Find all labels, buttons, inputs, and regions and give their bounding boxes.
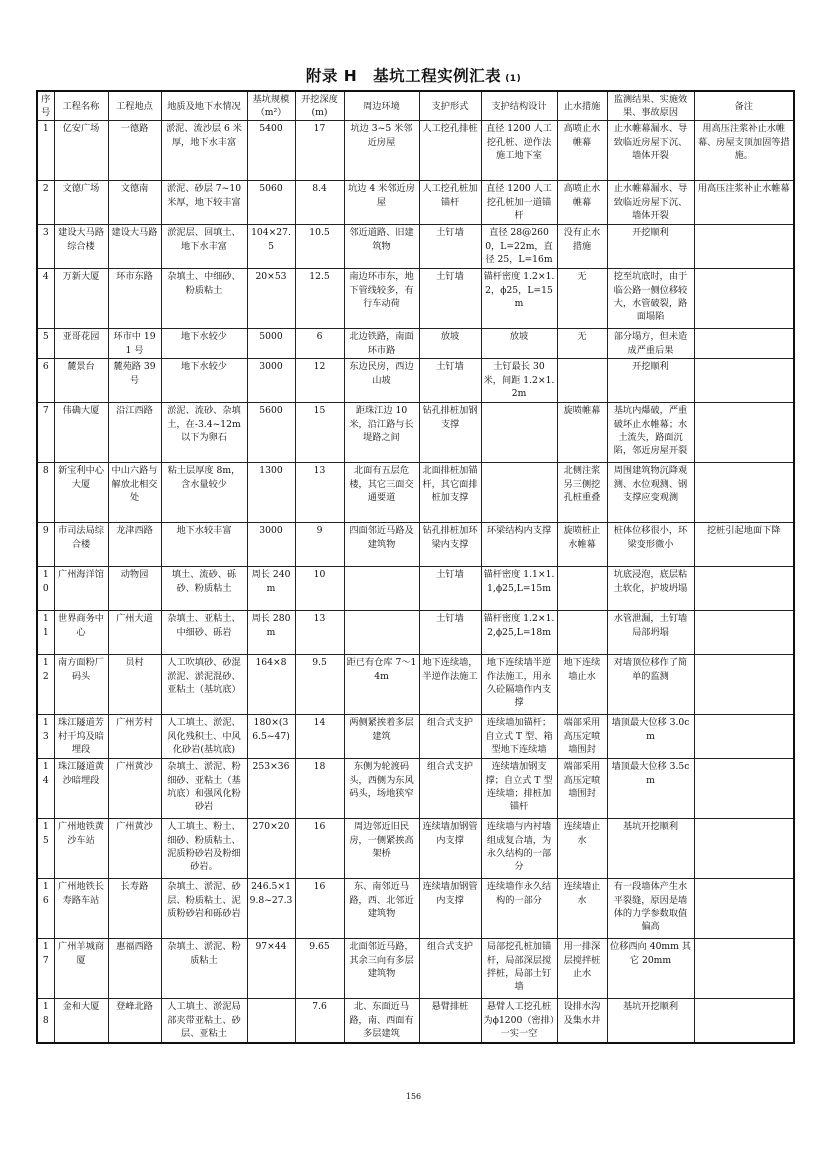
table-cell: 组合式支护 [419, 939, 481, 999]
table-cell: 登峰北路 [108, 999, 161, 1043]
table-cell: 连续墙加钢管内支撑 [419, 819, 481, 879]
table-cell: 中山六路与解放北相交处 [108, 463, 161, 523]
table-cell: 北侧注浆另三侧挖孔桩重叠 [557, 463, 607, 523]
table-cell: 12 [295, 359, 344, 403]
table-cell: 地下连续墙，半逆作法施工 [419, 655, 481, 715]
table-row [37, 939, 794, 999]
table-cell: 北边铁路，南面环市路 [344, 329, 419, 359]
table-cell: 高喷止水帷幕 [557, 121, 607, 181]
table-row [37, 999, 794, 1043]
table-cell: 南边环市东，地下管线较多，有行车动荷 [344, 269, 419, 329]
table-cell: 设排水沟及集水井 [557, 999, 607, 1043]
table-cell: 广州芳村 [108, 715, 161, 759]
table-cell: 15 [295, 403, 344, 463]
table-cell: 土钉墙 [419, 359, 481, 403]
table-cell: 9.65 [295, 939, 344, 999]
table-body [37, 121, 794, 1043]
table-header-row [37, 91, 794, 121]
table-row [37, 879, 794, 939]
table-cell: 员村 [108, 655, 161, 715]
table-cell: 人工填土、淤泥局部夹带亚粘土、砂层、亚粘土 [161, 999, 247, 1043]
table-cell: 97×44 [247, 939, 295, 999]
table-cell: 环市东路 [108, 269, 161, 329]
table-cell: 连续墙止水 [557, 879, 607, 939]
table-cell: 18 [295, 759, 344, 819]
page-number: 156 [405, 1092, 422, 1101]
table-cell: 北、东面近马路，南、西面有多层建筑 [344, 999, 419, 1043]
header-cell: 周边环境 [344, 91, 419, 121]
table-cell: 6 [295, 329, 344, 359]
table-cell: 13 [295, 463, 344, 523]
table-cell [694, 999, 794, 1043]
table-cell [694, 939, 794, 999]
table-row [37, 463, 794, 523]
table-cell: 放坡 [419, 329, 481, 359]
table-cell: 墙顶最大位移 3.5cm [607, 759, 694, 819]
table-cell: 淤泥层、回填土、地下水丰富 [161, 225, 247, 269]
table-cell [481, 463, 557, 523]
table-cell: 7 [37, 403, 54, 463]
table-cell: 北面邻近马路，其余三向有多层建筑物 [344, 939, 419, 999]
table-cell: 填土、流砂、砾砂、粉质粘土 [161, 567, 247, 611]
table-cell: 钻孔排桩加钢支撑 [419, 403, 481, 463]
table-cell: 旋喷桩止水帷幕 [557, 523, 607, 567]
table-cell: 246.5×19.8~27.3 [247, 879, 295, 939]
table-cell: 9 [37, 523, 54, 567]
table-cell [694, 329, 794, 359]
table-cell: 2 [37, 181, 54, 225]
table-cell: 土钉墙 [419, 567, 481, 611]
table-cell [247, 999, 295, 1043]
table-cell: 伟确大厦 [54, 403, 108, 463]
table-cell: 坑边 3~5 米邻近房屋 [344, 121, 419, 181]
table-cell: 15 [37, 819, 54, 879]
table-cell: 广州羊城商厦 [54, 939, 108, 999]
table-cell: 5 [37, 329, 54, 359]
table-cell: 端部采用高压定喷墙围封 [557, 759, 607, 819]
table-row [37, 759, 794, 819]
table-cell: 旋喷帷幕 [557, 403, 607, 463]
table-cell: 锚杆密度 1.2×1.2，ϕ25，L=15m [481, 269, 557, 329]
table-cell: 组合式支护 [419, 759, 481, 819]
table-row [37, 403, 794, 463]
table-cell [694, 715, 794, 759]
table-cell: 桩体位移很小，环梁变形微小 [607, 523, 694, 567]
table-cell: 7.6 [295, 999, 344, 1043]
table-cell: 长寿路 [108, 879, 161, 939]
table-cell [694, 759, 794, 819]
table-cell: 地下连续墙半逆作法施工，用永久砼隔墙作内支撑 [481, 655, 557, 715]
table-cell [694, 269, 794, 329]
table-cell: 16 [295, 879, 344, 939]
table-cell: 1 [37, 121, 54, 181]
header-cell: 监测结果、实施效果、事故原因 [607, 91, 694, 121]
table-cell: 东、南邻近马路，西、北邻近建筑物 [344, 879, 419, 939]
table-cell: 高喷止水帷幕 [557, 181, 607, 225]
table-cell: 淤泥、砂层 7~10 米厚，地下较丰富 [161, 181, 247, 225]
table-cell [694, 567, 794, 611]
table-cell: 基坑开挖顺利 [607, 819, 694, 879]
table-cell: 建设大马路 [108, 225, 161, 269]
table-cell [694, 611, 794, 655]
table-cell: 市司法局综合楼 [54, 523, 108, 567]
table-cell: 北面排桩加锚杆，其它面排桩加支撑 [419, 463, 481, 523]
table-cell: 8.4 [295, 181, 344, 225]
table-cell: 连续墙加钢管内支撑 [419, 879, 481, 939]
table-cell: 直径 1200 人工挖孔桩、逆作法施工地下室 [481, 121, 557, 181]
table-cell: 3000 [247, 523, 295, 567]
table-cell: 组合式支护 [419, 715, 481, 759]
table-cell: 开挖顺利 [607, 225, 694, 269]
table-cell: 挖至坑底时，由于临公路一侧位移较大，水管破裂，路面塌陷 [607, 269, 694, 329]
table-cell: 14 [295, 715, 344, 759]
table-cell [557, 359, 607, 403]
header-cell: 止水措施 [557, 91, 607, 121]
table-cell: 人工填土、淤泥、风化残积土、中风化砂岩(基坑底) [161, 715, 247, 759]
table-cell: 广州黄沙 [108, 819, 161, 879]
table-cell: 北面有五层危楼，其它三面交通要道 [344, 463, 419, 523]
table-cell: 动物园 [108, 567, 161, 611]
table-cell: 8 [37, 463, 54, 523]
header-cell: 基坑规模（m²） [247, 91, 295, 121]
table-cell: 开挖顺利 [607, 359, 694, 403]
table-cell: 13 [37, 715, 54, 759]
table-cell: 没有止水措施 [557, 225, 607, 269]
table-cell: 珠江隧道芳村干坞及暗埋段 [54, 715, 108, 759]
table-cell: 悬臂人工挖孔桩为ϕ1200（密排）一实一空 [481, 999, 557, 1043]
table-cell: 104×27.5 [247, 225, 295, 269]
page-title-text: 附录 H 基坑工程实例汇表 [305, 67, 502, 85]
table-cell: 连续墙作永久结构的一部分 [481, 879, 557, 939]
table-cell: 5060 [247, 181, 295, 225]
table-cell: 建设大马路综合楼 [54, 225, 108, 269]
table-cell: 粘土层厚度 8m，含水量较少 [161, 463, 247, 523]
table-cell: 距珠江边 10 米，沿江路与长堤路之间 [344, 403, 419, 463]
table-cell: 17 [37, 939, 54, 999]
header-cell: 备注 [694, 91, 794, 121]
table-cell: 13 [295, 611, 344, 655]
table-cell: 坑边 4 米邻近房屋 [344, 181, 419, 225]
table-cell: 1300 [247, 463, 295, 523]
table-cell: 人工挖孔桩加锚杆 [419, 181, 481, 225]
table-cell: 坑底浸泡，底层粘土软化，护坡坍塌 [607, 567, 694, 611]
table-cell: 周长 280m [247, 611, 295, 655]
table-cell: 文德南 [108, 181, 161, 225]
table-cell: 无 [557, 329, 607, 359]
header-cell: 开挖深度(m) [295, 91, 344, 121]
table-cell: 放坡 [481, 329, 557, 359]
table-cell: 邻近道路、旧建筑物 [344, 225, 419, 269]
table-row [37, 225, 794, 269]
table-cell: 位移西向 40mm 其它 20mm [607, 939, 694, 999]
table-row [37, 269, 794, 329]
table-row [37, 329, 794, 359]
table-cell: 水管泄漏，土钉墙局部坍塌 [607, 611, 694, 655]
table-cell: 连续墙加钢支撑；自立式 T 型连续墙；排桩加锚杆 [481, 759, 557, 819]
table-cell: 6 [37, 359, 54, 403]
table-cell: 用高压注浆补止水帷幕、房屋支顶加固等措施。 [694, 121, 794, 181]
table-cell: 土钉墙 [419, 611, 481, 655]
table-row [37, 655, 794, 715]
table-cell: 局部挖孔桩加锚杆，局部深层搅拌桩，局部土钉墙 [481, 939, 557, 999]
table-cell: 人工吹填砂、砂混淤泥、淤泥混砂、亚粘土（基坑底） [161, 655, 247, 715]
table-cell [694, 403, 794, 463]
table-cell: 东边民房，西边山坡 [344, 359, 419, 403]
table-cell: 珠江隧道黄沙暗埋段 [54, 759, 108, 819]
table-cell: 杂填土、淤泥、粉细砂、亚粘土（基坑底）和强风化粉砂岩 [161, 759, 247, 819]
table-cell [694, 655, 794, 715]
table-cell: 有一段墙体产生水平裂缝，原因是墙体的力学参数取值偏高 [607, 879, 694, 939]
table-cell: 基坑开挖顺利 [607, 999, 694, 1043]
table-cell: 环梁结构内支撑 [481, 523, 557, 567]
table-row [37, 121, 794, 181]
table-cell: 端部采用高压定喷墙围封 [557, 715, 607, 759]
table-cell [557, 567, 607, 611]
table-cell: 12 [37, 655, 54, 715]
table-cell: 地下连续墙止水 [557, 655, 607, 715]
table-row [37, 611, 794, 655]
table-cell: 淤泥、流砂、杂填土，在-3.4~12m 以下为卵石 [161, 403, 247, 463]
table-cell: 环市中 191 号 [108, 329, 161, 359]
table-cell: 锚杆密度 1.1×1.1,ϕ25,L=15m [481, 567, 557, 611]
table-cell: 5600 [247, 403, 295, 463]
page-title [0, 64, 827, 86]
case-summary-table [36, 90, 795, 1044]
table-cell: 锚杆密度 1.2×1.2,ϕ25,L=18m [481, 611, 557, 655]
table-cell: 两侧紧挨着多层建筑 [344, 715, 419, 759]
table-cell: 连续墙加锚杆；自立式 T 型、箱型地下连续墙 [481, 715, 557, 759]
table-cell: 杂填土、淤泥、砂层、粉质粘土、泥质粉砂岩和砾砂岩 [161, 879, 247, 939]
table-cell: 麓景台 [54, 359, 108, 403]
table-cell: 土钉墙 [419, 225, 481, 269]
table-cell: 地下水较少 [161, 329, 247, 359]
header-cell: 支护结构设计 [481, 91, 557, 121]
table-row [37, 567, 794, 611]
table-cell: 5000 [247, 329, 295, 359]
table-cell [344, 611, 419, 655]
table-cell: 土钉墙 [419, 269, 481, 329]
table-cell: 地下水较少 [161, 359, 247, 403]
table-cell: 直径 28@2600，L=22m，直径 25，L=16m [481, 225, 557, 269]
table-cell: 人工填土、粉土、细砂、粉质粘土、泥质粉砂岩及粉细砂岩。 [161, 819, 247, 879]
table-cell: 部分塌方，但未造成严重后果 [607, 329, 694, 359]
header-cell: 地质及地下水情况 [161, 91, 247, 121]
table-cell [694, 463, 794, 523]
table-cell: 墙顶最大位移 3.0cm [607, 715, 694, 759]
table-cell: 9 [295, 523, 344, 567]
table-cell: 180×(36.5~47) [247, 715, 295, 759]
table-cell: 直径 1200 人工挖孔桩加一道锚杆 [481, 181, 557, 225]
header-cell: 序号 [37, 91, 54, 121]
table-cell: 11 [37, 611, 54, 655]
table-cell: 4 [37, 269, 54, 329]
table-cell: 一德路 [108, 121, 161, 181]
table-cell: 文德广场 [54, 181, 108, 225]
table-cell [694, 359, 794, 403]
table-cell: 9.5 [295, 655, 344, 715]
header-cell: 工程地点 [108, 91, 161, 121]
table-cell [694, 819, 794, 879]
table-cell: 杂填土、亚粘土、中细砂、砾岩 [161, 611, 247, 655]
table-cell: 钻孔排桩加环梁内支撑 [419, 523, 481, 567]
table-cell: 14 [37, 759, 54, 819]
table-cell [694, 225, 794, 269]
table-cell: 四面邻近马路及建筑物 [344, 523, 419, 567]
table-cell: 止水帷幕漏水、导致临近房屋下沉、墙体开裂 [607, 181, 694, 225]
table-cell: 基坑内爆破，严重破坏止水帷幕；水土流失，路面沉陷，邻近房屋开裂 [607, 403, 694, 463]
table-cell: 12.5 [295, 269, 344, 329]
table-cell: 新宝利中心大厦 [54, 463, 108, 523]
table-cell: 广州黄沙 [108, 759, 161, 819]
header-cell: 支护形式 [419, 91, 481, 121]
table-cell: 东侧为轮渡码头，西侧为东风码头，场地狭窄 [344, 759, 419, 819]
table-cell: 土钉最长 30 米，间距 1.2×1.2m [481, 359, 557, 403]
table-cell: 广州大道 [108, 611, 161, 655]
table-cell: 人工挖孔排桩 [419, 121, 481, 181]
table-cell: 悬臂排桩 [419, 999, 481, 1043]
table-cell: 270×20 [247, 819, 295, 879]
header-cell: 工程名称 [54, 91, 108, 121]
table-cell: 周长 240m [247, 567, 295, 611]
table-cell: 用高压注浆补止水帷幕 [694, 181, 794, 225]
table-cell: 金和大厦 [54, 999, 108, 1043]
table-cell: 周边邻近旧民房，一侧紧挨高架桥 [344, 819, 419, 879]
table-cell: 挖桩引起地面下降 [694, 523, 794, 567]
page-title-suffix: (1) [505, 74, 522, 84]
table-cell: 16 [37, 879, 54, 939]
table-cell: 地下水较丰富 [161, 523, 247, 567]
table-cell: 连续墙与内衬墙组成复合墙，为永久结构的一部分 [481, 819, 557, 879]
table-cell: 止水帷幕漏水、导致临近房屋下沉、墙体开裂 [607, 121, 694, 181]
table-cell: 沿江西路 [108, 403, 161, 463]
table-cell: 18 [37, 999, 54, 1043]
table-cell: 距已有仓库 7～14m [344, 655, 419, 715]
table-row [37, 359, 794, 403]
table-cell: 17 [295, 121, 344, 181]
table-cell: 世界商务中心 [54, 611, 108, 655]
table-cell: 10 [295, 567, 344, 611]
table-cell: 5400 [247, 121, 295, 181]
table-cell: 杂填土、淤泥、粉质粘土 [161, 939, 247, 999]
table-cell: 南方面粉厂码头 [54, 655, 108, 715]
table-cell: 无 [557, 269, 607, 329]
table-cell: 164×8 [247, 655, 295, 715]
table-row [37, 523, 794, 567]
table-row [37, 819, 794, 879]
table-cell: 龙津西路 [108, 523, 161, 567]
table-cell: 10 [37, 567, 54, 611]
table-cell: 亚哥花园 [54, 329, 108, 359]
table-cell: 20×53 [247, 269, 295, 329]
table-cell: 对墙顶位移作了简单的监测 [607, 655, 694, 715]
table-cell: 3000 [247, 359, 295, 403]
table-cell: 10.5 [295, 225, 344, 269]
table-cell [557, 611, 607, 655]
table-cell: 杂填土、中细砂、粉质粘土 [161, 269, 247, 329]
table-cell: 亿安广场 [54, 121, 108, 181]
table-row [37, 715, 794, 759]
table-cell: 广州地铁长寿路车站 [54, 879, 108, 939]
table-cell: 麓苑路 39 号 [108, 359, 161, 403]
table-cell: 连续墙止水 [557, 819, 607, 879]
table-cell: 周围建筑物沉降观测、水位观测、钢支撑应变观测 [607, 463, 694, 523]
table-cell: 广州海洋馆 [54, 567, 108, 611]
table-cell: 用一排深层搅拌桩止水 [557, 939, 607, 999]
table-cell: 253×36 [247, 759, 295, 819]
table-cell: 万新大厦 [54, 269, 108, 329]
table-cell: 广州地铁黄沙车站 [54, 819, 108, 879]
table-cell: 3 [37, 225, 54, 269]
table-cell [344, 567, 419, 611]
table-cell [694, 879, 794, 939]
table-cell: 淤泥、流沙层 6 米厚，地下水丰富 [161, 121, 247, 181]
table-cell: 惠福西路 [108, 939, 161, 999]
table-cell: 16 [295, 819, 344, 879]
table-row [37, 181, 794, 225]
table-cell [481, 403, 557, 463]
